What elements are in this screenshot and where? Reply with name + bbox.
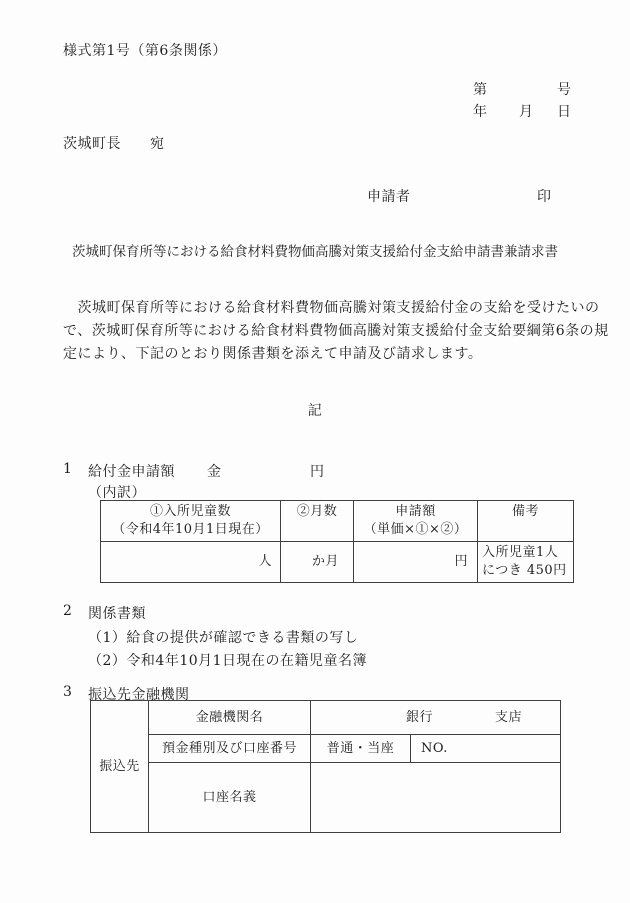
account-holder-label: 口座名義 — [149, 763, 311, 833]
bank-suffix-label: 銀行 — [406, 710, 434, 725]
date-month-label: 月 — [519, 104, 534, 120]
branch-suffix-label: 支店 — [495, 710, 523, 725]
date-year-label: 年 — [473, 104, 488, 120]
breakdown-label: （内訳） — [88, 485, 146, 501]
transfer-destination-header: 振込先 — [91, 701, 149, 833]
section2-label: 関係書類 — [88, 606, 146, 622]
header-children-count: ①入所児童数 （令和4年10月1日現在） — [101, 501, 281, 542]
form-number-label: 様式第1号（第6条関係） — [63, 43, 227, 59]
attachment-item-1: （1）給食の提供が確認できる書類の写し — [88, 630, 359, 646]
header-amount: 申請額 （単価×①×②） — [354, 501, 478, 542]
record-heading: 記 — [307, 403, 323, 419]
amount-suffix-label: 円 — [310, 464, 325, 480]
section2-number: 2 — [63, 603, 73, 619]
addressee-label: 茨城町長 宛 — [63, 136, 165, 152]
bank-name-label: 金融機関名 — [149, 701, 311, 735]
section1-number: 1 — [63, 461, 73, 477]
section1-label: 給付金申請額 — [88, 464, 175, 480]
bank-branch-field — [311, 701, 561, 735]
section3-label: 振込先金融機関 — [88, 687, 190, 703]
seal-label: 印 — [537, 189, 552, 205]
body-line: で、茨城町保育所等における給食材料費物価高騰対策支援給付金支給要綱第6条の規 — [63, 323, 609, 339]
section3-number: 3 — [63, 684, 73, 700]
body-line: 茨城町保育所等における給食材料費物価高騰対策支援給付金の支給を受けたいの — [63, 300, 600, 316]
applicant-label: 申請者 — [367, 189, 411, 205]
account-holder-field — [311, 763, 561, 833]
breakdown-table — [100, 500, 574, 583]
account-type-options: 普通・当座 — [311, 735, 411, 763]
amount-prefix-label: 金 — [207, 464, 222, 480]
cell-amount: 円 — [354, 542, 478, 583]
body-line: 定により、下記のとおり関係書類を添えて申請及び請求します。 — [63, 346, 483, 362]
header-months: ②月数 — [281, 501, 354, 542]
bank-table — [90, 700, 561, 833]
account-number-label: NO. — [411, 735, 561, 763]
attachment-item-2: （2）令和4年10月1日現在の在籍児童名簿 — [88, 653, 368, 669]
cell-children-count: 人 — [101, 542, 281, 583]
cell-months: か月 — [281, 542, 354, 583]
document-title: 茨城町保育所等における給食材料費物価高騰対策支援給付金支給申請書兼請求書 — [72, 244, 558, 260]
body-paragraph — [63, 297, 609, 366]
doc-number-suffix: 号 — [557, 82, 572, 98]
header-remarks: 備考 — [478, 501, 574, 542]
cell-remarks: 入所児童1人 につき 450円 — [478, 542, 574, 583]
account-type-number-label: 預金種別及び口座番号 — [149, 735, 311, 763]
date-day-label: 日 — [557, 104, 572, 120]
doc-number-prefix: 第 — [473, 82, 488, 98]
